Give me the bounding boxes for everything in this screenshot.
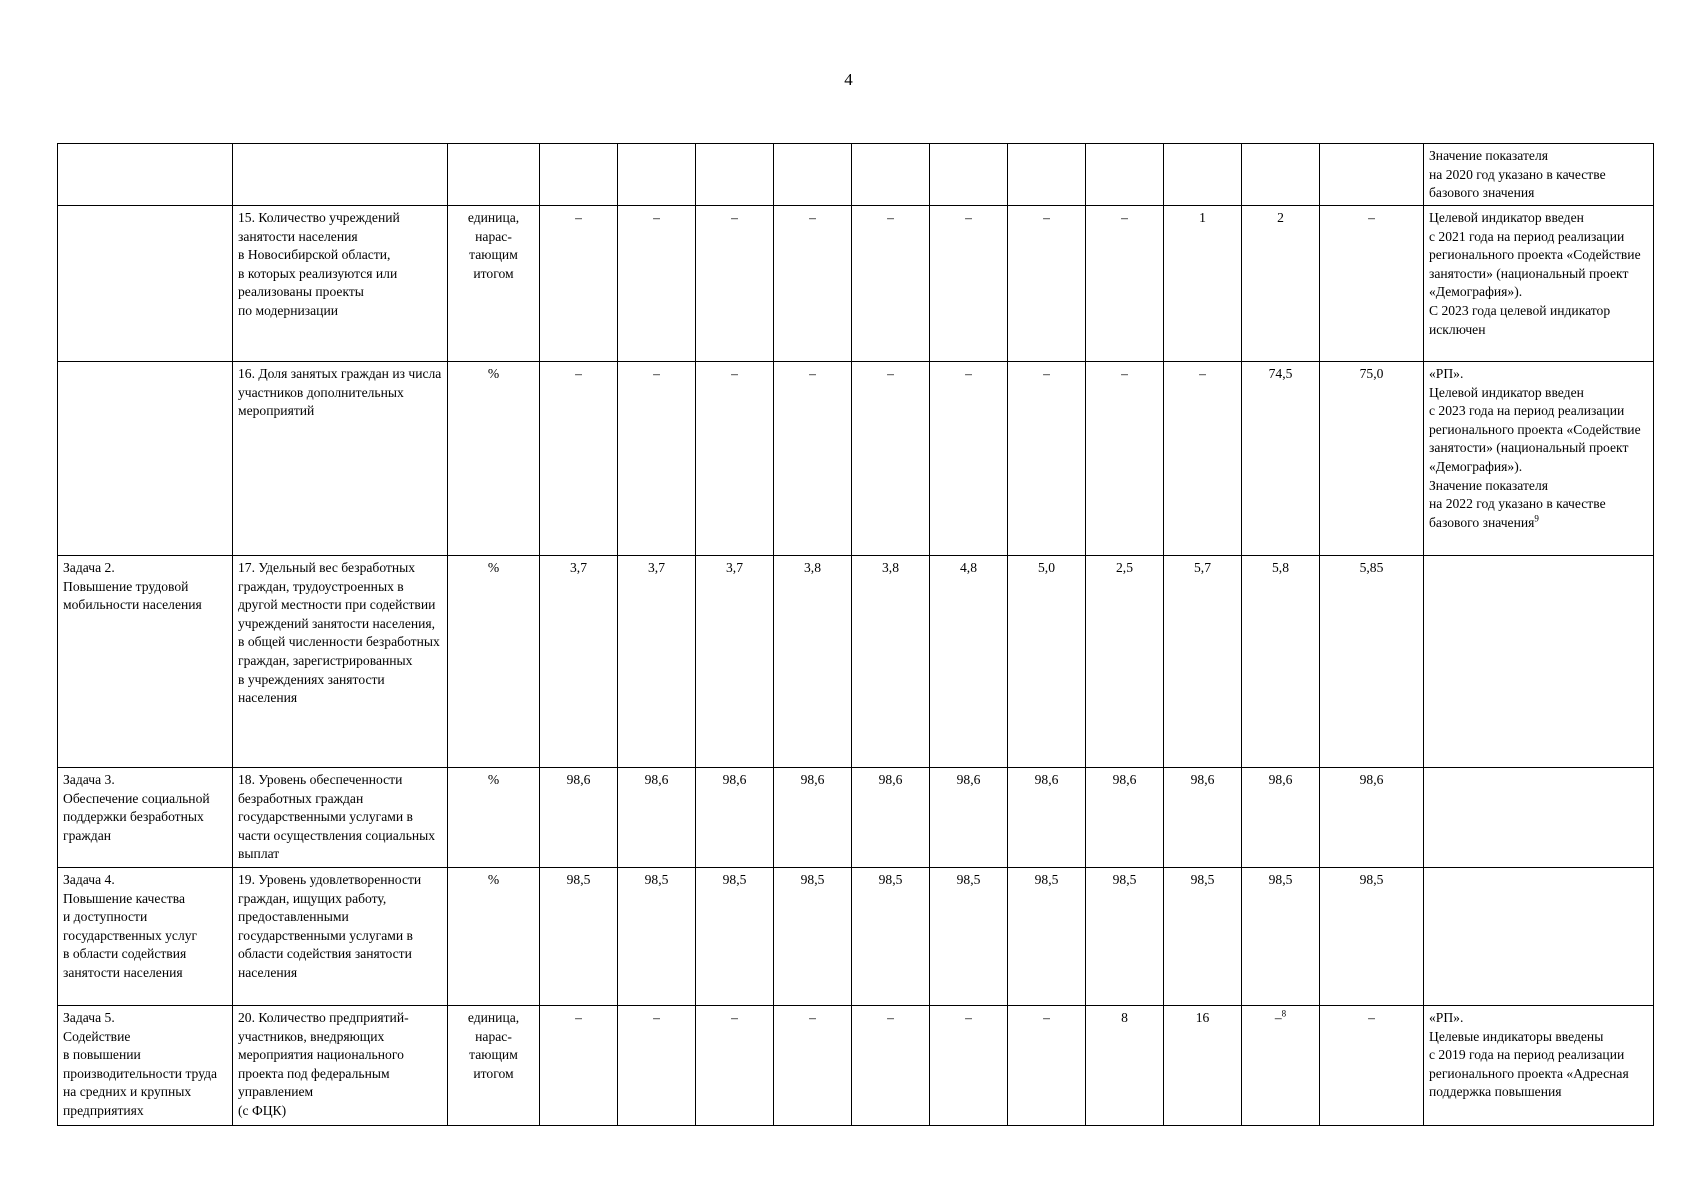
- value-cell: 98,5: [540, 868, 618, 1006]
- value-cell: –: [540, 1006, 618, 1126]
- indicator-cell: 16. Доля занятых граждан из числа участников дополнительных мероприятий: [233, 362, 448, 556]
- value-cell: –: [852, 362, 930, 556]
- value-cell: [852, 144, 930, 206]
- value-cell: –: [540, 206, 618, 362]
- value-cell: [1320, 144, 1424, 206]
- value-cell: –$^8$: [1242, 1006, 1320, 1126]
- unit-cell: %: [448, 768, 540, 868]
- value-cell: –: [618, 362, 696, 556]
- unit-cell: %: [448, 556, 540, 768]
- table-row: [58, 868, 1654, 1006]
- value-cell: 98,5: [852, 868, 930, 1006]
- value-cell: –: [774, 206, 852, 362]
- value-cell: 5,0: [1008, 556, 1086, 768]
- value-cell: [1008, 144, 1086, 206]
- note-cell: [1424, 868, 1654, 1006]
- table-row: [58, 362, 1654, 556]
- value-cell: [1086, 144, 1164, 206]
- unit-cell: [448, 144, 540, 206]
- value-cell: –: [696, 1006, 774, 1126]
- value-cell: 3,8: [774, 556, 852, 768]
- value-cell: –: [1086, 362, 1164, 556]
- value-cell: 1: [1164, 206, 1242, 362]
- task-cell: Задача 4. Повышение качества и доступности государственных услуг в области содействия занятости населения: [58, 868, 233, 1006]
- value-cell: 98,6: [1086, 768, 1164, 868]
- note-cell: Значение показателя на 2020 год указано в качестве базового значения: [1424, 144, 1654, 206]
- page-number: 4: [844, 70, 853, 89]
- note-cell: [1424, 556, 1654, 768]
- value-cell: [930, 144, 1008, 206]
- value-cell: –: [930, 206, 1008, 362]
- unit-cell: единица, нарас-тающим итогом: [448, 1006, 540, 1126]
- note-cell: Целевой индикатор введен с 2021 года на период реализации регионального проекта «Содействие занятости» (национальный проект «Демография»). С 2023 года целевой индикатор исключен: [1424, 206, 1654, 362]
- value-cell: –: [696, 206, 774, 362]
- note-cell: [1424, 768, 1654, 868]
- value-cell: –: [1320, 1006, 1424, 1126]
- value-cell: –: [618, 206, 696, 362]
- value-cell: 98,5: [1242, 868, 1320, 1006]
- value-cell: –: [852, 206, 930, 362]
- value-cell: [618, 144, 696, 206]
- table-row: [58, 1006, 1654, 1126]
- value-cell: 98,6: [540, 768, 618, 868]
- value-cell: –: [696, 362, 774, 556]
- value-cell: 98,6: [930, 768, 1008, 868]
- value-cell: 2: [1242, 206, 1320, 362]
- value-cell: –: [774, 362, 852, 556]
- task-cell: Задача 3. Обеспечение социальной поддержки безработных граждан: [58, 768, 233, 868]
- value-cell: 3,7: [696, 556, 774, 768]
- value-cell: 98,6: [1164, 768, 1242, 868]
- value-cell: 98,5: [618, 868, 696, 1006]
- value-cell: –: [1008, 206, 1086, 362]
- table-row: [58, 144, 1654, 206]
- value-cell: –: [1164, 362, 1242, 556]
- table-row: [58, 556, 1654, 768]
- value-cell: –: [930, 362, 1008, 556]
- value-cell: 98,5: [930, 868, 1008, 1006]
- value-cell: 74,5: [1242, 362, 1320, 556]
- value-cell: 3,7: [618, 556, 696, 768]
- value-cell: [540, 144, 618, 206]
- value-cell: –: [852, 1006, 930, 1126]
- value-cell: [1164, 144, 1242, 206]
- task-cell: Задача 5. Содействие в повышении производительности труда на средних и крупных предприятиях: [58, 1006, 233, 1126]
- value-cell: [696, 144, 774, 206]
- value-cell: 98,5: [1086, 868, 1164, 1006]
- task-cell: [58, 362, 233, 556]
- value-cell: 5,85: [1320, 556, 1424, 768]
- value-cell: 98,5: [1164, 868, 1242, 1006]
- note-cell: «РП». Целевые индикаторы введены с 2019 года на период реализации регионального проекта «Адресная поддержка повышения: [1424, 1006, 1654, 1126]
- value-cell: 98,5: [774, 868, 852, 1006]
- indicator-cell: 17. Удельный вес безработных граждан, трудоустроенных в другой местности при содействии учреждений занятости населения, в общей численности безработных граждан, зарегистрированных в учреждениях занятости населения: [233, 556, 448, 768]
- value-cell: 3,8: [852, 556, 930, 768]
- indicators-table: [57, 143, 1654, 1126]
- value-cell: –: [540, 362, 618, 556]
- unit-cell: единица, нарас-тающим итогом: [448, 206, 540, 362]
- value-cell: 98,6: [852, 768, 930, 868]
- value-cell: 16: [1164, 1006, 1242, 1126]
- unit-cell: %: [448, 868, 540, 1006]
- indicator-cell: 19. Уровень удовлетворенности граждан, ищущих работу, предоставленными государственными услугами в области содействия занятости населения: [233, 868, 448, 1006]
- value-cell: 8: [1086, 1006, 1164, 1126]
- value-cell: 98,6: [1320, 768, 1424, 868]
- value-cell: –: [1320, 206, 1424, 362]
- value-cell: 98,6: [696, 768, 774, 868]
- value-cell: 75,0: [1320, 362, 1424, 556]
- value-cell: [774, 144, 852, 206]
- value-cell: 98,5: [1320, 868, 1424, 1006]
- task-cell: [58, 206, 233, 362]
- value-cell: 5,8: [1242, 556, 1320, 768]
- indicator-cell: 18. Уровень обеспеченности безработных граждан государственными услугами в части осуществления социальных выплат: [233, 768, 448, 868]
- value-cell: [1242, 144, 1320, 206]
- task-cell: [58, 144, 233, 206]
- value-cell: 98,6: [774, 768, 852, 868]
- indicator-cell: 15. Количество учреждений занятости населения в Новосибирской области, в которых реализуются или реализованы проекты по модернизации: [233, 206, 448, 362]
- footnote-marker: 9: [1534, 513, 1539, 524]
- table-row: [58, 206, 1654, 362]
- value-cell: 98,5: [696, 868, 774, 1006]
- table-row: [58, 768, 1654, 868]
- unit-cell: %: [448, 362, 540, 556]
- footnote-marker: 8: [1281, 1008, 1287, 1019]
- note-cell: «РП». Целевой индикатор введен с 2023 года на период реализации регионального проекта «Содействие занятости» (национальный проект «Демография»). Значение показателя на 2022 год указано в качестве базового значения$^9$: [1424, 362, 1654, 556]
- value-cell: 98,6: [1008, 768, 1086, 868]
- value-cell: –: [930, 1006, 1008, 1126]
- value-cell: 3,7: [540, 556, 618, 768]
- value-cell: 2,5: [1086, 556, 1164, 768]
- value-cell: –: [618, 1006, 696, 1126]
- value-cell: 98,6: [618, 768, 696, 868]
- indicator-cell: [233, 144, 448, 206]
- value-cell: –: [1086, 206, 1164, 362]
- value-cell: 98,5: [1008, 868, 1086, 1006]
- value-cell: –: [774, 1006, 852, 1126]
- value-cell: 4,8: [930, 556, 1008, 768]
- task-cell: Задача 2. Повышение трудовой мобильности населения: [58, 556, 233, 768]
- value-cell: 5,7: [1164, 556, 1242, 768]
- value-cell: 98,6: [1242, 768, 1320, 868]
- indicator-cell: 20. Количество предприятий-участников, внедряющих мероприятия национального проекта под федеральным управлением (с ФЦК): [233, 1006, 448, 1126]
- value-cell: –: [1008, 362, 1086, 556]
- value-cell: –: [1008, 1006, 1086, 1126]
